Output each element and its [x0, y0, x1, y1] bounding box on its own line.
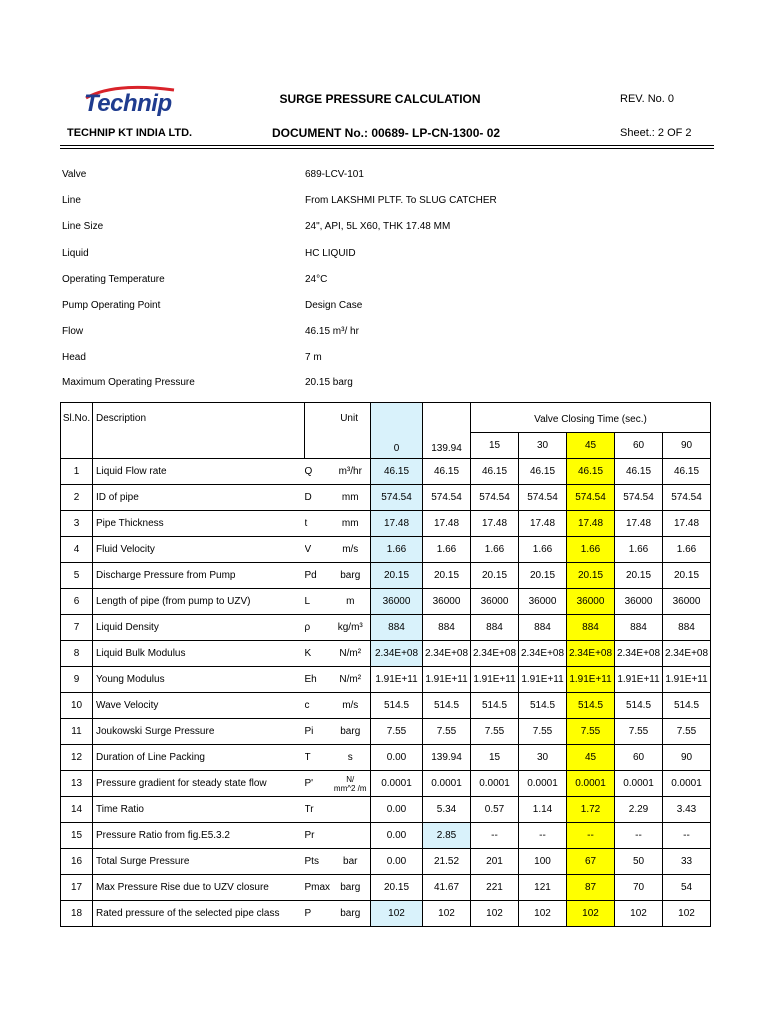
- row-description: Fluid Velocity: [93, 537, 305, 563]
- row-description: Wave Velocity: [93, 693, 305, 719]
- cell-value: 36000: [519, 589, 567, 615]
- row-symbol: Pts: [305, 849, 331, 875]
- row-symbol: Pi: [305, 719, 331, 745]
- info-label: Flow: [62, 326, 84, 337]
- row-number: 17: [61, 875, 93, 901]
- row-unit: kg/m³: [331, 615, 371, 641]
- table-row: [61, 823, 711, 849]
- cell-value: --: [663, 823, 711, 849]
- cell-value: 1.91E+11: [371, 667, 423, 693]
- cell-value: 7.55: [471, 719, 519, 745]
- info-label: Operating Temperature: [62, 274, 165, 285]
- info-label: Pump Operating Point: [62, 300, 161, 311]
- row-number: 11: [61, 719, 93, 745]
- cell-value: 1.91E+11: [663, 667, 711, 693]
- row-description: Liquid Flow rate: [93, 459, 305, 485]
- document-number: DOCUMENT No.: 00689- LP-CN-1300- 02: [272, 126, 501, 140]
- col-header-1: 139.94: [423, 403, 471, 459]
- cell-value: --: [567, 823, 615, 849]
- cell-value: 1.91E+11: [519, 667, 567, 693]
- row-description: Joukowski Surge Pressure: [93, 719, 305, 745]
- cell-value: 0.00: [371, 745, 423, 771]
- cell-value: 46.15: [423, 459, 471, 485]
- row-unit: bar: [331, 849, 371, 875]
- header-divider: [60, 145, 714, 146]
- row-number: 3: [61, 511, 93, 537]
- table-row: [61, 745, 711, 771]
- cell-value: 50: [615, 849, 663, 875]
- cell-value: 0.0001: [615, 771, 663, 797]
- row-number: 18: [61, 901, 93, 927]
- cell-value: 20.15: [371, 875, 423, 901]
- info-label: Line: [62, 195, 81, 206]
- cell-value: 884: [519, 615, 567, 641]
- cell-value: 0.00: [371, 849, 423, 875]
- cell-value: 90: [663, 745, 711, 771]
- cell-value: 0.00: [371, 823, 423, 849]
- cell-value: 0.0001: [567, 771, 615, 797]
- cell-value: 1.66: [615, 537, 663, 563]
- col-header-3: 30: [519, 433, 567, 459]
- row-unit: s: [331, 745, 371, 771]
- cell-value: 2.34E+08: [663, 641, 711, 667]
- cell-value: 884: [423, 615, 471, 641]
- col-header-0: 0: [371, 403, 423, 459]
- cell-value: 20.15: [371, 563, 423, 589]
- row-number: 16: [61, 849, 93, 875]
- cell-value: 102: [663, 901, 711, 927]
- cell-value: --: [471, 823, 519, 849]
- row-unit: barg: [331, 901, 371, 927]
- cell-value: 36000: [423, 589, 471, 615]
- table-row: [61, 875, 711, 901]
- row-description: Pipe Thickness: [93, 511, 305, 537]
- cell-value: 87: [567, 875, 615, 901]
- row-description: ID of pipe: [93, 485, 305, 511]
- table-row: [61, 485, 711, 511]
- cell-value: 201: [471, 849, 519, 875]
- row-unit: m³/hr: [331, 459, 371, 485]
- row-symbol: Eh: [305, 667, 331, 693]
- cell-value: 884: [471, 615, 519, 641]
- cell-value: 7.55: [519, 719, 567, 745]
- row-description: Time Ratio: [93, 797, 305, 823]
- row-number: 9: [61, 667, 93, 693]
- cell-value: 514.5: [471, 693, 519, 719]
- cell-value: 17.48: [423, 511, 471, 537]
- table-row: [61, 667, 711, 693]
- row-symbol: Tr: [305, 797, 331, 823]
- table-row: [61, 537, 711, 563]
- row-description: Discharge Pressure from Pump: [93, 563, 305, 589]
- cell-value: 574.54: [615, 485, 663, 511]
- header-description: Description: [93, 403, 305, 459]
- cell-value: 1.66: [519, 537, 567, 563]
- row-symbol: c: [305, 693, 331, 719]
- cell-value: 20.15: [471, 563, 519, 589]
- info-label: Liquid: [62, 248, 89, 259]
- cell-value: 102: [567, 901, 615, 927]
- table-row: [61, 641, 711, 667]
- cell-value: 36000: [567, 589, 615, 615]
- cell-value: 30: [519, 745, 567, 771]
- row-description: Rated pressure of the selected pipe class: [93, 901, 305, 927]
- row-symbol: ρ: [305, 615, 331, 641]
- cell-value: 1.66: [471, 537, 519, 563]
- info-label: Valve: [62, 169, 87, 180]
- row-description: Pressure Ratio from fig.E5.3.2: [93, 823, 305, 849]
- cell-value: 884: [615, 615, 663, 641]
- row-unit: m/s: [331, 693, 371, 719]
- cell-value: 1.66: [371, 537, 423, 563]
- cell-value: 17.48: [371, 511, 423, 537]
- cell-value: 17.48: [471, 511, 519, 537]
- row-symbol: V: [305, 537, 331, 563]
- info-value: HC LIQUID: [305, 248, 356, 259]
- cell-value: 102: [423, 901, 471, 927]
- row-number: 15: [61, 823, 93, 849]
- row-unit: barg: [331, 875, 371, 901]
- company-name: TECHNIP KT INDIA LTD.: [67, 127, 193, 139]
- row-symbol: Pmax: [305, 875, 331, 901]
- cell-value: 2.34E+08: [371, 641, 423, 667]
- cell-value: 0.0001: [519, 771, 567, 797]
- row-number: 10: [61, 693, 93, 719]
- row-unit: barg: [331, 719, 371, 745]
- info-value: 20.15 barg: [305, 377, 353, 388]
- cell-value: 33: [663, 849, 711, 875]
- info-value: Design Case: [305, 300, 363, 311]
- row-unit: N/m²: [331, 641, 371, 667]
- row-symbol: T: [305, 745, 331, 771]
- cell-value: 20.15: [663, 563, 711, 589]
- cell-value: 514.5: [371, 693, 423, 719]
- cell-value: --: [519, 823, 567, 849]
- cell-value: 5.34: [423, 797, 471, 823]
- col-header-2: 15: [471, 433, 519, 459]
- col-header-6: 90: [663, 433, 711, 459]
- cell-value: 102: [371, 901, 423, 927]
- cell-value: 20.15: [519, 563, 567, 589]
- cell-value: 7.55: [567, 719, 615, 745]
- info-value: 46.15 m³/ hr: [305, 326, 359, 337]
- cell-value: 102: [471, 901, 519, 927]
- cell-value: 514.5: [519, 693, 567, 719]
- row-number: 6: [61, 589, 93, 615]
- cell-value: 0.0001: [663, 771, 711, 797]
- col-header-5: 60: [615, 433, 663, 459]
- cell-value: 7.55: [371, 719, 423, 745]
- row-symbol: Pd: [305, 563, 331, 589]
- row-number: 13: [61, 771, 93, 797]
- cell-value: 67: [567, 849, 615, 875]
- cell-value: 7.55: [423, 719, 471, 745]
- cell-value: 20.15: [423, 563, 471, 589]
- table-row: [61, 797, 711, 823]
- row-number: 1: [61, 459, 93, 485]
- row-number: 14: [61, 797, 93, 823]
- revision-number: REV. No. 0: [620, 93, 675, 105]
- cell-value: 2.34E+08: [423, 641, 471, 667]
- cell-value: 1.91E+11: [423, 667, 471, 693]
- cell-value: 0.00: [371, 797, 423, 823]
- row-number: 8: [61, 641, 93, 667]
- cell-value: 17.48: [519, 511, 567, 537]
- cell-value: 45: [567, 745, 615, 771]
- table-row: [61, 849, 711, 875]
- info-label: Maximum Operating Pressure: [62, 377, 195, 388]
- cell-value: 21.52: [423, 849, 471, 875]
- cell-value: 514.5: [663, 693, 711, 719]
- cell-value: 574.54: [567, 485, 615, 511]
- cell-value: 2.34E+08: [567, 641, 615, 667]
- row-symbol: Q: [305, 459, 331, 485]
- table-row: [61, 459, 711, 485]
- row-symbol: K: [305, 641, 331, 667]
- cell-value: 36000: [663, 589, 711, 615]
- cell-value: 574.54: [471, 485, 519, 511]
- cell-value: 15: [471, 745, 519, 771]
- cell-value: 46.15: [615, 459, 663, 485]
- cell-value: 1.66: [423, 537, 471, 563]
- cell-value: 1.91E+11: [615, 667, 663, 693]
- cell-value: 2.34E+08: [519, 641, 567, 667]
- cell-value: 514.5: [567, 693, 615, 719]
- valve-closing-time-header: Valve Closing Time (sec.): [471, 403, 711, 433]
- cell-value: 60: [615, 745, 663, 771]
- cell-value: 46.15: [567, 459, 615, 485]
- cell-value: 139.94: [423, 745, 471, 771]
- row-description: Max Pressure Rise due to UZV closure: [93, 875, 305, 901]
- row-symbol: D: [305, 485, 331, 511]
- cell-value: 884: [663, 615, 711, 641]
- cell-value: 0.0001: [371, 771, 423, 797]
- cell-value: 0.0001: [471, 771, 519, 797]
- info-value: 689-LCV-101: [305, 169, 364, 180]
- row-number: 5: [61, 563, 93, 589]
- cell-value: 1.14: [519, 797, 567, 823]
- col-header-4: 45: [567, 433, 615, 459]
- cell-value: 102: [519, 901, 567, 927]
- cell-value: 2.85: [423, 823, 471, 849]
- info-value: From LAKSHMI PLTF. To SLUG CATCHER: [305, 195, 497, 206]
- cell-value: 1.66: [567, 537, 615, 563]
- row-description: Total Surge Pressure: [93, 849, 305, 875]
- cell-value: 100: [519, 849, 567, 875]
- cell-value: 574.54: [423, 485, 471, 511]
- cell-value: 36000: [371, 589, 423, 615]
- cell-value: 17.48: [567, 511, 615, 537]
- company-logo: Technip: [84, 90, 172, 117]
- cell-value: 7.55: [615, 719, 663, 745]
- info-value: 24", API, 5L X60, THK 17.48 MM: [305, 221, 451, 232]
- cell-value: 54: [663, 875, 711, 901]
- cell-value: 1.91E+11: [567, 667, 615, 693]
- cell-value: 36000: [615, 589, 663, 615]
- row-unit: [331, 797, 371, 823]
- cell-value: 2.29: [615, 797, 663, 823]
- cell-value: 20.15: [615, 563, 663, 589]
- info-label: Line Size: [62, 221, 104, 232]
- row-symbol: t: [305, 511, 331, 537]
- surge-calculation-table: [60, 402, 711, 927]
- row-description: Young Modulus: [93, 667, 305, 693]
- row-unit: m/s: [331, 537, 371, 563]
- cell-value: 0.57: [471, 797, 519, 823]
- cell-value: 514.5: [615, 693, 663, 719]
- info-value: 24°C: [305, 274, 328, 285]
- cell-value: 1.72: [567, 797, 615, 823]
- row-symbol: Pr: [305, 823, 331, 849]
- cell-value: --: [615, 823, 663, 849]
- cell-value: 17.48: [663, 511, 711, 537]
- info-label: Head: [62, 352, 86, 363]
- cell-value: 121: [519, 875, 567, 901]
- cell-value: 2.34E+08: [471, 641, 519, 667]
- cell-value: 1.66: [663, 537, 711, 563]
- cell-value: 70: [615, 875, 663, 901]
- cell-value: 884: [371, 615, 423, 641]
- row-description: Length of pipe (from pump to UZV): [93, 589, 305, 615]
- row-unit: N/ mm^2 /m: [331, 771, 371, 797]
- row-symbol: P': [305, 771, 331, 797]
- cell-value: 2.34E+08: [615, 641, 663, 667]
- cell-value: 7.55: [663, 719, 711, 745]
- row-unit: mm: [331, 485, 371, 511]
- table-row: [61, 901, 711, 927]
- row-unit: [331, 823, 371, 849]
- row-unit: mm: [331, 511, 371, 537]
- cell-value: 102: [615, 901, 663, 927]
- cell-value: 46.15: [471, 459, 519, 485]
- row-description: Liquid Density: [93, 615, 305, 641]
- cell-value: 574.54: [663, 485, 711, 511]
- row-symbol: P: [305, 901, 331, 927]
- cell-value: 46.15: [663, 459, 711, 485]
- table-row: [61, 589, 711, 615]
- cell-value: 17.48: [615, 511, 663, 537]
- table-row: [61, 511, 711, 537]
- table-row: [61, 719, 711, 745]
- header-divider-double: [60, 148, 714, 149]
- cell-value: 0.0001: [423, 771, 471, 797]
- cell-value: 221: [471, 875, 519, 901]
- table-row: [61, 693, 711, 719]
- sheet-number: Sheet.: 2 OF 2: [620, 127, 692, 139]
- cell-value: 884: [567, 615, 615, 641]
- row-number: 7: [61, 615, 93, 641]
- table-row: [61, 615, 711, 641]
- cell-value: 514.5: [423, 693, 471, 719]
- row-description: Liquid Bulk Modulus: [93, 641, 305, 667]
- row-unit: N/m²: [331, 667, 371, 693]
- cell-value: 574.54: [519, 485, 567, 511]
- table-row: [61, 771, 711, 797]
- table-row: [61, 563, 711, 589]
- cell-value: 574.54: [371, 485, 423, 511]
- row-number: 2: [61, 485, 93, 511]
- cell-value: 1.91E+11: [471, 667, 519, 693]
- page-title: SURGE PRESSURE CALCULATION: [279, 92, 481, 106]
- cell-value: 20.15: [567, 563, 615, 589]
- row-number: 4: [61, 537, 93, 563]
- cell-value: 3.43: [663, 797, 711, 823]
- header-unit: Unit: [305, 403, 371, 459]
- info-value: 7 m: [305, 352, 322, 363]
- row-unit: barg: [331, 563, 371, 589]
- cell-value: 46.15: [371, 459, 423, 485]
- header-slno: Sl.No.: [61, 403, 93, 459]
- row-description: Duration of Line Packing: [93, 745, 305, 771]
- cell-value: 46.15: [519, 459, 567, 485]
- row-unit: m: [331, 589, 371, 615]
- cell-value: 41.67: [423, 875, 471, 901]
- row-symbol: L: [305, 589, 331, 615]
- cell-value: 36000: [471, 589, 519, 615]
- row-number: 12: [61, 745, 93, 771]
- row-description: Pressure gradient for steady state flow: [93, 771, 305, 797]
